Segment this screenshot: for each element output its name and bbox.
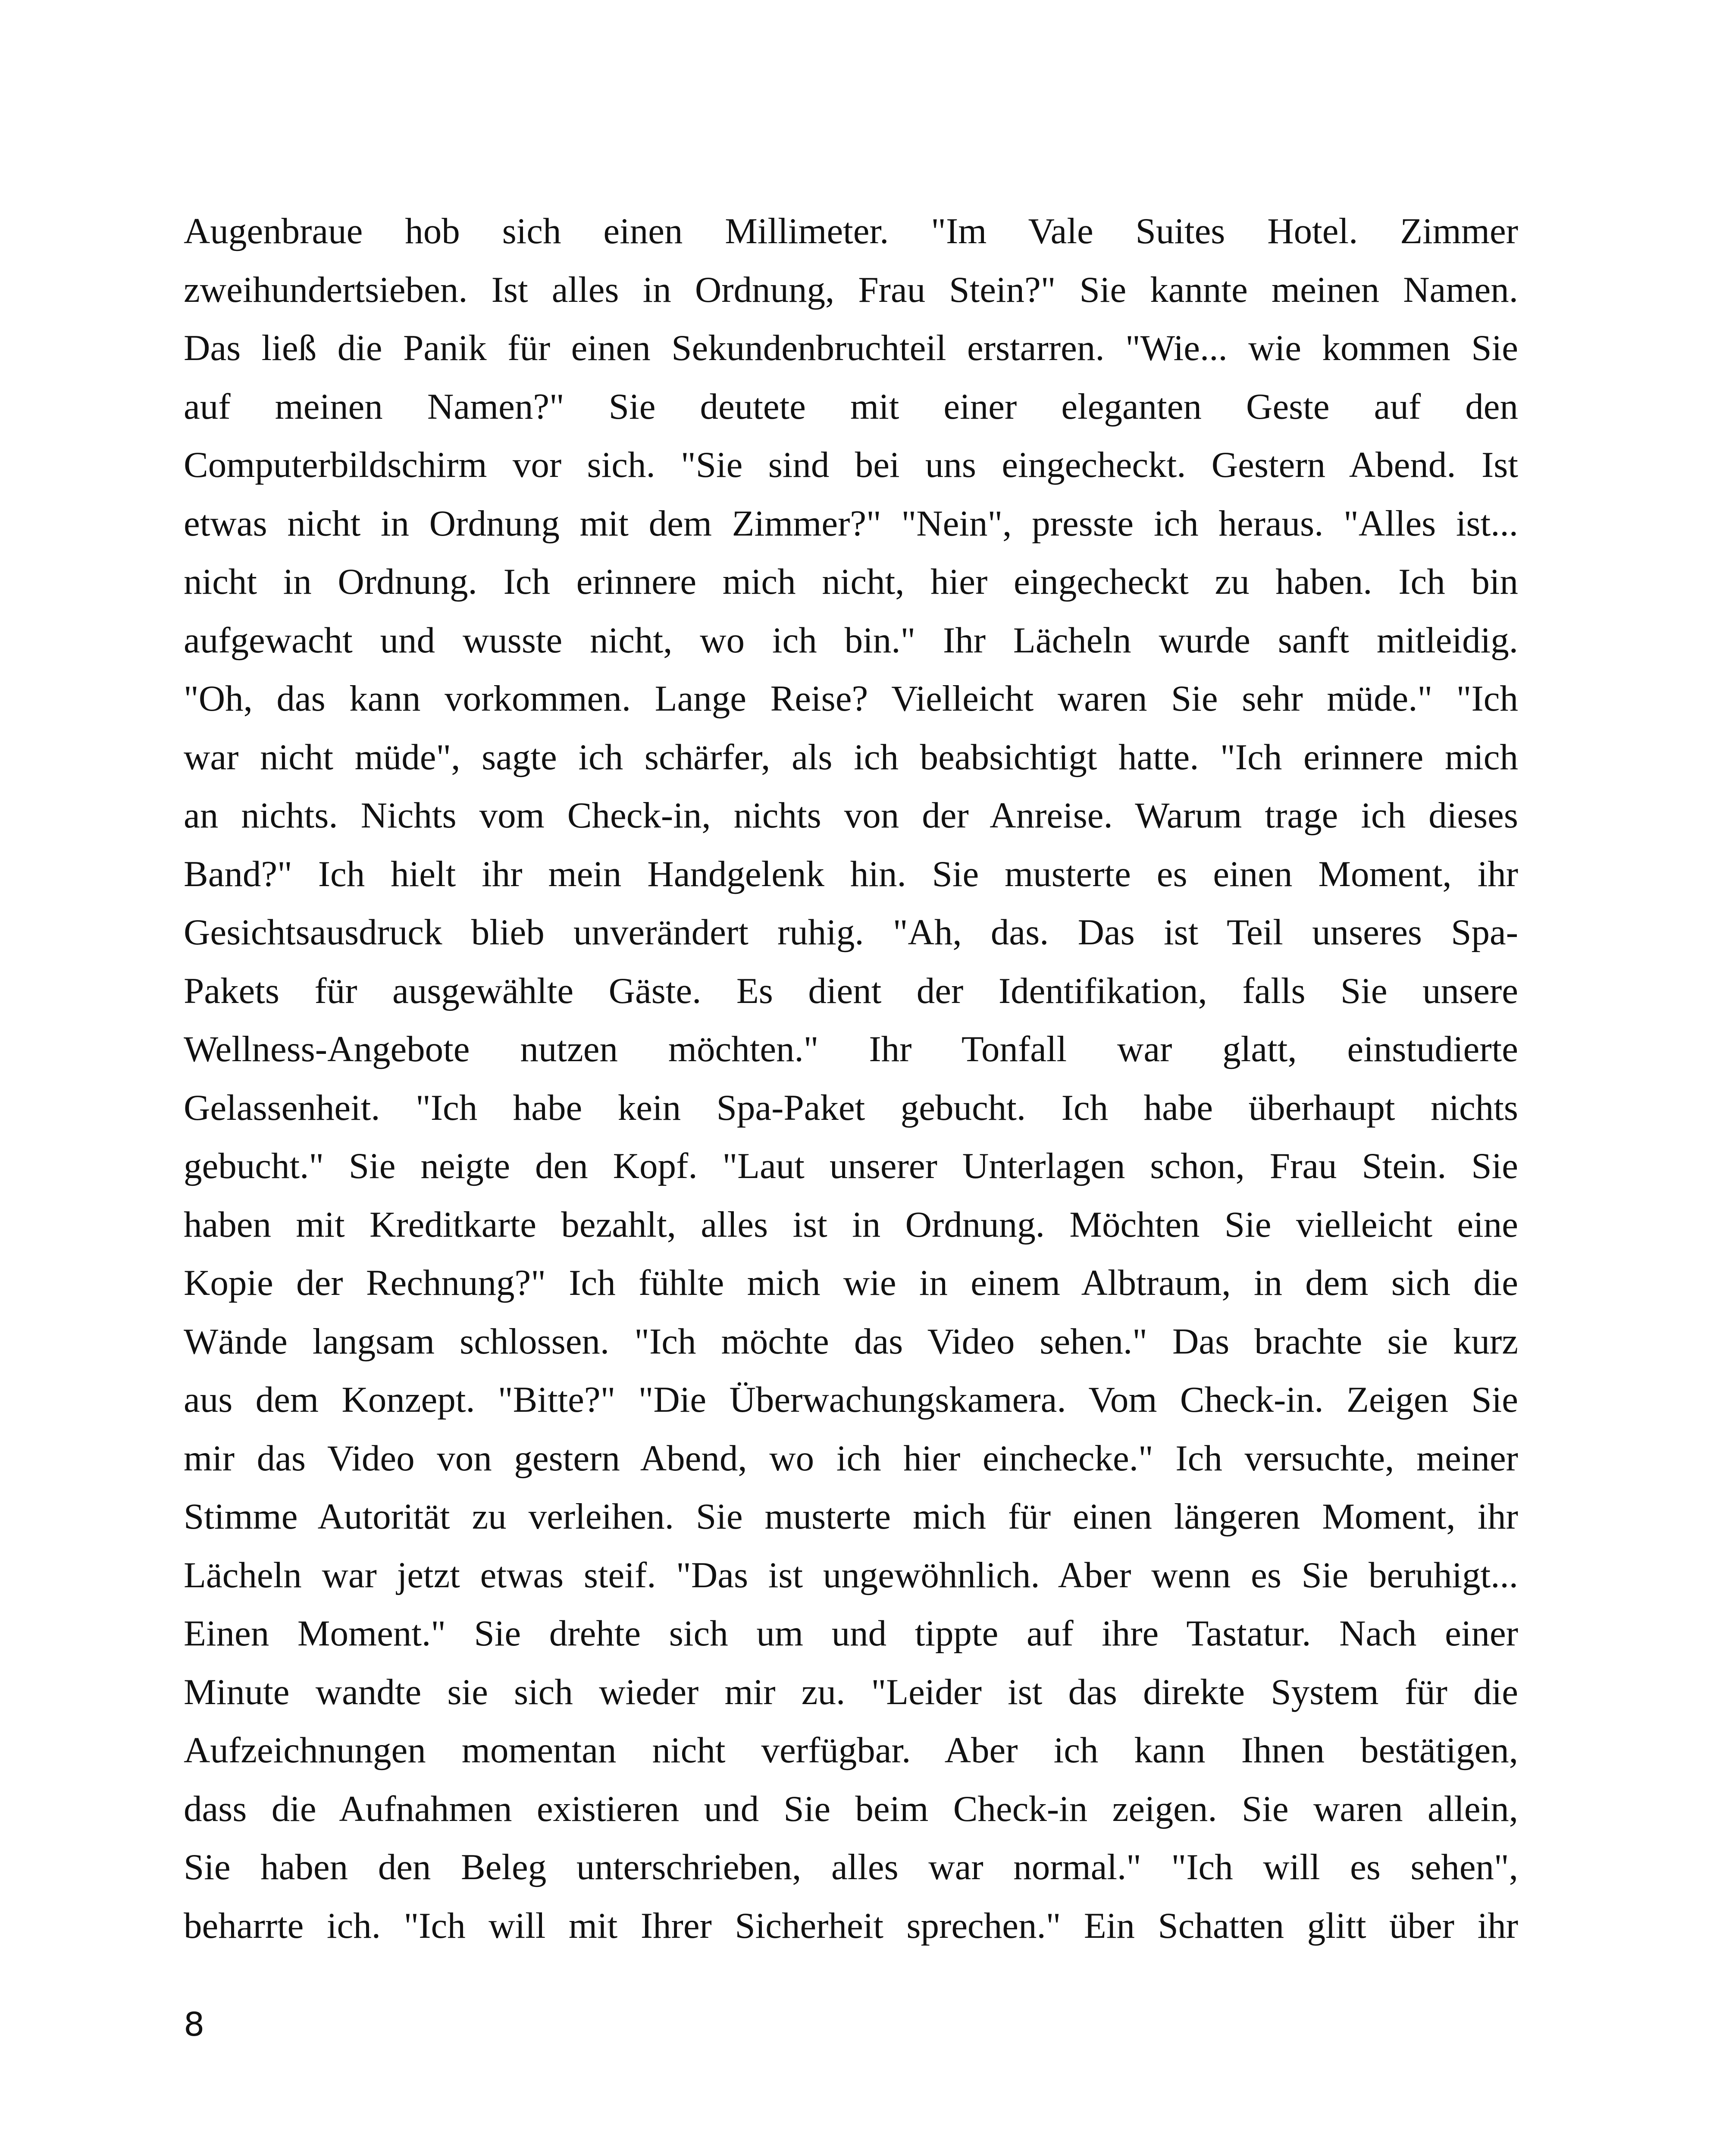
text-line: Pakets für ausgewählte Gäste. Es dient der Identifikation, falls Sie unsere — [184, 970, 1518, 1011]
text-line: nicht in Ordnung. Ich erinnere mich nicht, hier eingecheckt zu haben. Ich bin — [184, 561, 1518, 602]
text-line: Kopie der Rechnung?" Ich fühlte mich wie in einem Albtraum, in dem sich die — [184, 1263, 1518, 1303]
text-line: Sie haben den Beleg unterschrieben, alles war normal." "Ich will es sehen", — [184, 1847, 1518, 1887]
text-line: Aufzeichnungen momentan nicht verfügbar. Aber ich kann Ihnen bestätigen, — [184, 1730, 1518, 1771]
text-line: dass die Aufnahmen existieren und Sie beim Check-in zeigen. Sie waren allein, — [184, 1788, 1518, 1829]
page-number: 8 — [184, 2005, 205, 2043]
text-line: auf meinen Namen?" Sie deutete mit einer eleganten Geste auf den — [184, 386, 1518, 427]
text-line: Minute wandte sie sich wieder mir zu. "Leider ist das direkte System für die — [184, 1671, 1518, 1712]
text-line: war nicht müde", sagte ich schärfer, als ich beabsichtigt hatte. "Ich erinnere mich — [184, 736, 1518, 777]
text-line: gebucht." Sie neigte den Kopf. "Laut unserer Unterlagen schon, Frau Stein. Sie — [184, 1146, 1518, 1186]
text-line: Augenbraue hob sich einen Millimeter. "Im Vale Suites Hotel. Zimmer — [184, 211, 1518, 251]
text-line: beharrte ich. "Ich will mit Ihrer Sicherheit sprechen." Ein Schatten glitt über ihr — [184, 1905, 1518, 1946]
text-line: an nichts. Nichts vom Check-in, nichts von der Anreise. Warum trage ich dieses — [184, 795, 1518, 836]
text-line: Das ließ die Panik für einen Sekundenbruchteil erstarren. "Wie... wie kommen Sie — [184, 328, 1518, 368]
text-line: Wände langsam schlossen. "Ich möchte das Video sehen." Das brachte sie kurz — [184, 1321, 1518, 1362]
text-line: Stimme Autorität zu verleihen. Sie musterte mich für einen längeren Moment, ihr — [184, 1496, 1518, 1537]
text-line: haben mit Kreditkarte bezahlt, alles ist in Ordnung. Möchten Sie vielleicht eine — [184, 1204, 1518, 1245]
text-line: Lächeln war jetzt etwas steif. "Das ist ungewöhnlich. Aber wenn es Sie beruhigt... — [184, 1554, 1518, 1595]
text-line: Computerbildschirm vor sich. "Sie sind bei uns eingecheckt. Gestern Abend. Ist — [184, 445, 1518, 485]
text-line: Wellness-Angebote nutzen möchten." Ihr Tonfall war glatt, einstudierte — [184, 1029, 1518, 1069]
text-line: Gelassenheit. "Ich habe kein Spa-Paket gebucht. Ich habe überhaupt nichts — [184, 1087, 1518, 1128]
body-text — [184, 202, 1518, 1955]
text-line: Band?" Ich hielt ihr mein Handgelenk hin. Sie musterte es einen Moment, ihr — [184, 853, 1518, 894]
text-line: Gesichtsausdruck blieb unverändert ruhig. "Ah, das. Das ist Teil unseres Spa- — [184, 912, 1518, 953]
text-line: aufgewacht und wusste nicht, wo ich bin." Ihr Lächeln wurde sanft mitleidig. — [184, 620, 1518, 661]
text-line: aus dem Konzept. "Bitte?" "Die Überwachungskamera. Vom Check-in. Zeigen Sie — [184, 1379, 1518, 1420]
text-line: zweihundertsieben. Ist alles in Ordnung, Frau Stein?" Sie kannte meinen Namen. — [184, 269, 1518, 310]
text-line: etwas nicht in Ordnung mit dem Zimmer?" "Nein", presste ich heraus. "Alles ist... — [184, 503, 1518, 544]
text-line: mir das Video von gestern Abend, wo ich hier einchecke." Ich versuchte, meiner — [184, 1438, 1518, 1479]
text-line: Einen Moment." Sie drehte sich um und tippte auf ihre Tastatur. Nach einer — [184, 1613, 1518, 1654]
text-line: "Oh, das kann vorkommen. Lange Reise? Vielleicht waren Sie sehr müde." "Ich — [184, 678, 1518, 719]
